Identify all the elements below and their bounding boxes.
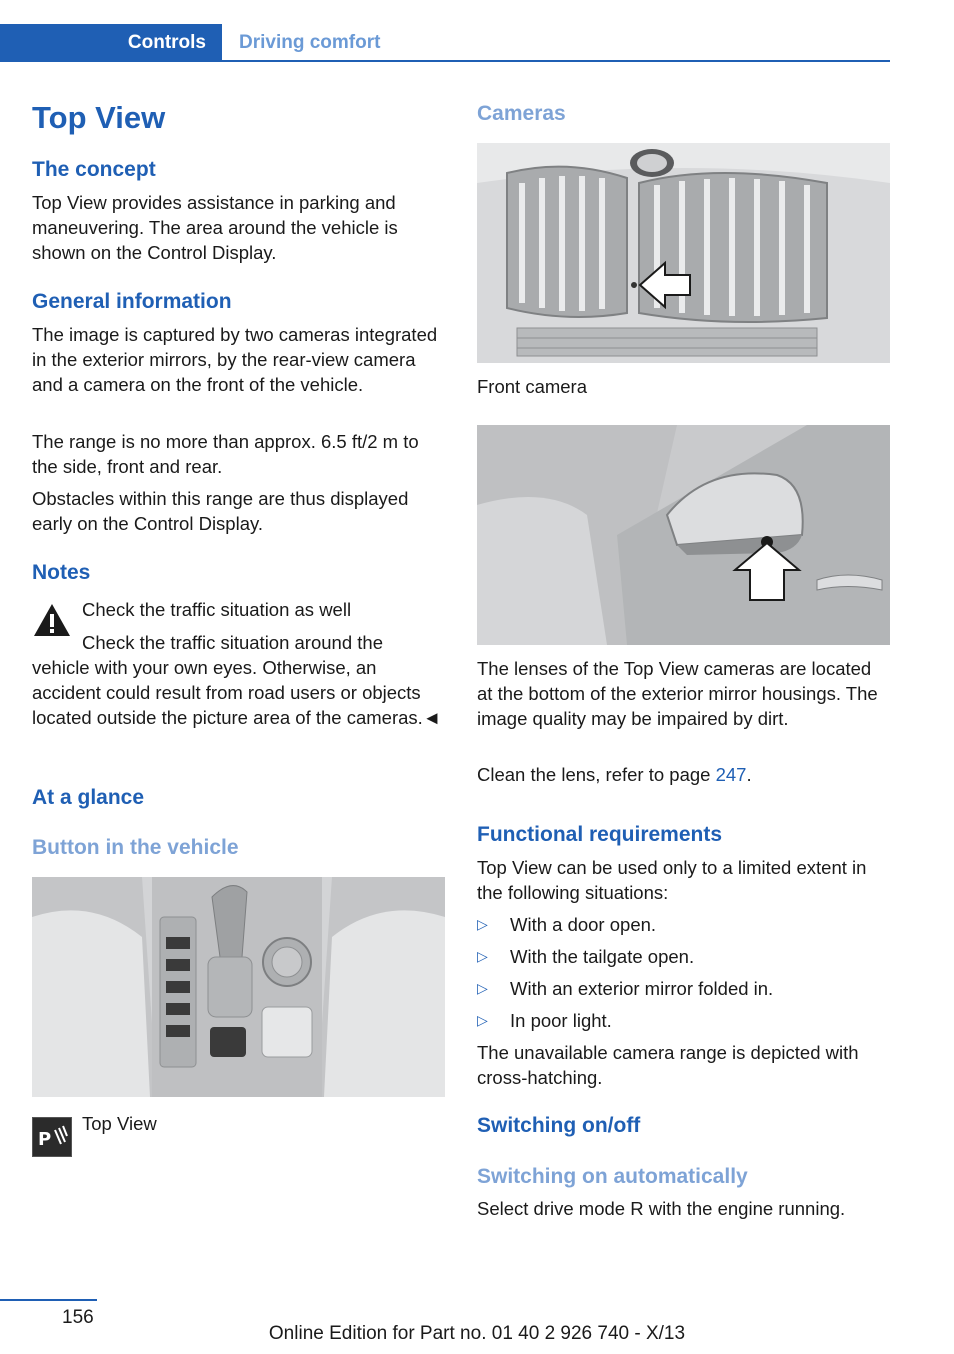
svg-text:P: P bbox=[38, 1129, 52, 1150]
header-section[interactable]: Controls bbox=[127, 32, 206, 53]
clean-lens-suffix: . bbox=[746, 764, 752, 785]
notes-heading: Notes bbox=[32, 561, 91, 584]
footer-rule bbox=[0, 1299, 97, 1301]
lens-text: The lenses of the Top View cameras are located at the bottom of the exterior mirror housings. The image quality may be impaired by dirt. bbox=[477, 658, 878, 729]
bullet-triangle-icon: ▷ bbox=[477, 916, 488, 932]
top-view-button-label: Top View bbox=[82, 1113, 157, 1134]
clean-lens-text bbox=[477, 762, 890, 787]
mirror-illustration bbox=[477, 425, 890, 645]
bullet-triangle-icon: ▷ bbox=[477, 948, 488, 964]
front-grille-illustration bbox=[477, 143, 890, 363]
warning-text: Check the traffic situation around the vehicle with your own eyes. Otherwise, an accident could result from road users or objects located outside the picture area of the cameras.◄ bbox=[32, 632, 442, 728]
concept-text: Top View provides assistance in parking and maneuvering. The area around the vehicle is shown on the Control Display. bbox=[32, 192, 398, 263]
center-console-figure bbox=[32, 877, 445, 1097]
page-reference-link[interactable]: 247 bbox=[715, 764, 747, 785]
warning-title: Check the traffic situation as well bbox=[82, 599, 352, 620]
cameras-heading: Cameras bbox=[477, 102, 566, 125]
bullet-triangle-icon: ▷ bbox=[477, 1012, 488, 1028]
page-title: Top View bbox=[32, 100, 166, 135]
functional-heading: Functional requirements bbox=[477, 823, 723, 846]
header-rule bbox=[222, 60, 890, 62]
general-text-3: Obstacles within this range are thus displayed early on the Control Display. bbox=[32, 488, 409, 534]
button-heading: Button in the vehicle bbox=[32, 836, 239, 859]
glance-heading: At a glance bbox=[32, 786, 145, 809]
general-text-2: The range is no more than approx. 6.5 ft/2 m to the side, front and rear. bbox=[32, 431, 419, 477]
functional-intro: Top View can be used only to a limited extent in the following situations: bbox=[477, 857, 867, 903]
auto-text: Select drive mode R with the engine running. bbox=[477, 1198, 846, 1219]
switching-heading: Switching on/off bbox=[477, 1114, 641, 1137]
mirror-camera-figure bbox=[477, 425, 890, 645]
auto-heading: Switching on automatically bbox=[477, 1165, 748, 1188]
edition-text: Online Edition for Part no. 01 40 2 926 740 - X/13 bbox=[268, 1323, 686, 1344]
general-heading: General information bbox=[32, 290, 232, 313]
clean-lens-prefix: Clean the lens, refer to page bbox=[477, 764, 716, 785]
general-text-1: The image is captured by two cameras integrated in the exterior mirrors, by the rear-view camera and a camera on the front of the vehicle. bbox=[32, 324, 438, 395]
center-console-illustration bbox=[32, 877, 445, 1097]
page-number: 156 bbox=[62, 1307, 94, 1328]
front-camera-figure bbox=[477, 143, 890, 363]
header-subsection[interactable]: Driving comfort bbox=[239, 32, 381, 53]
top-view-button-icon bbox=[32, 1117, 72, 1157]
functional-outro: The unavailable camera range is depicted with cross-hatching. bbox=[477, 1042, 859, 1088]
bullet-triangle-icon: ▷ bbox=[477, 980, 488, 996]
concept-heading: The concept bbox=[32, 158, 156, 181]
front-camera-caption: Front camera bbox=[477, 376, 588, 397]
